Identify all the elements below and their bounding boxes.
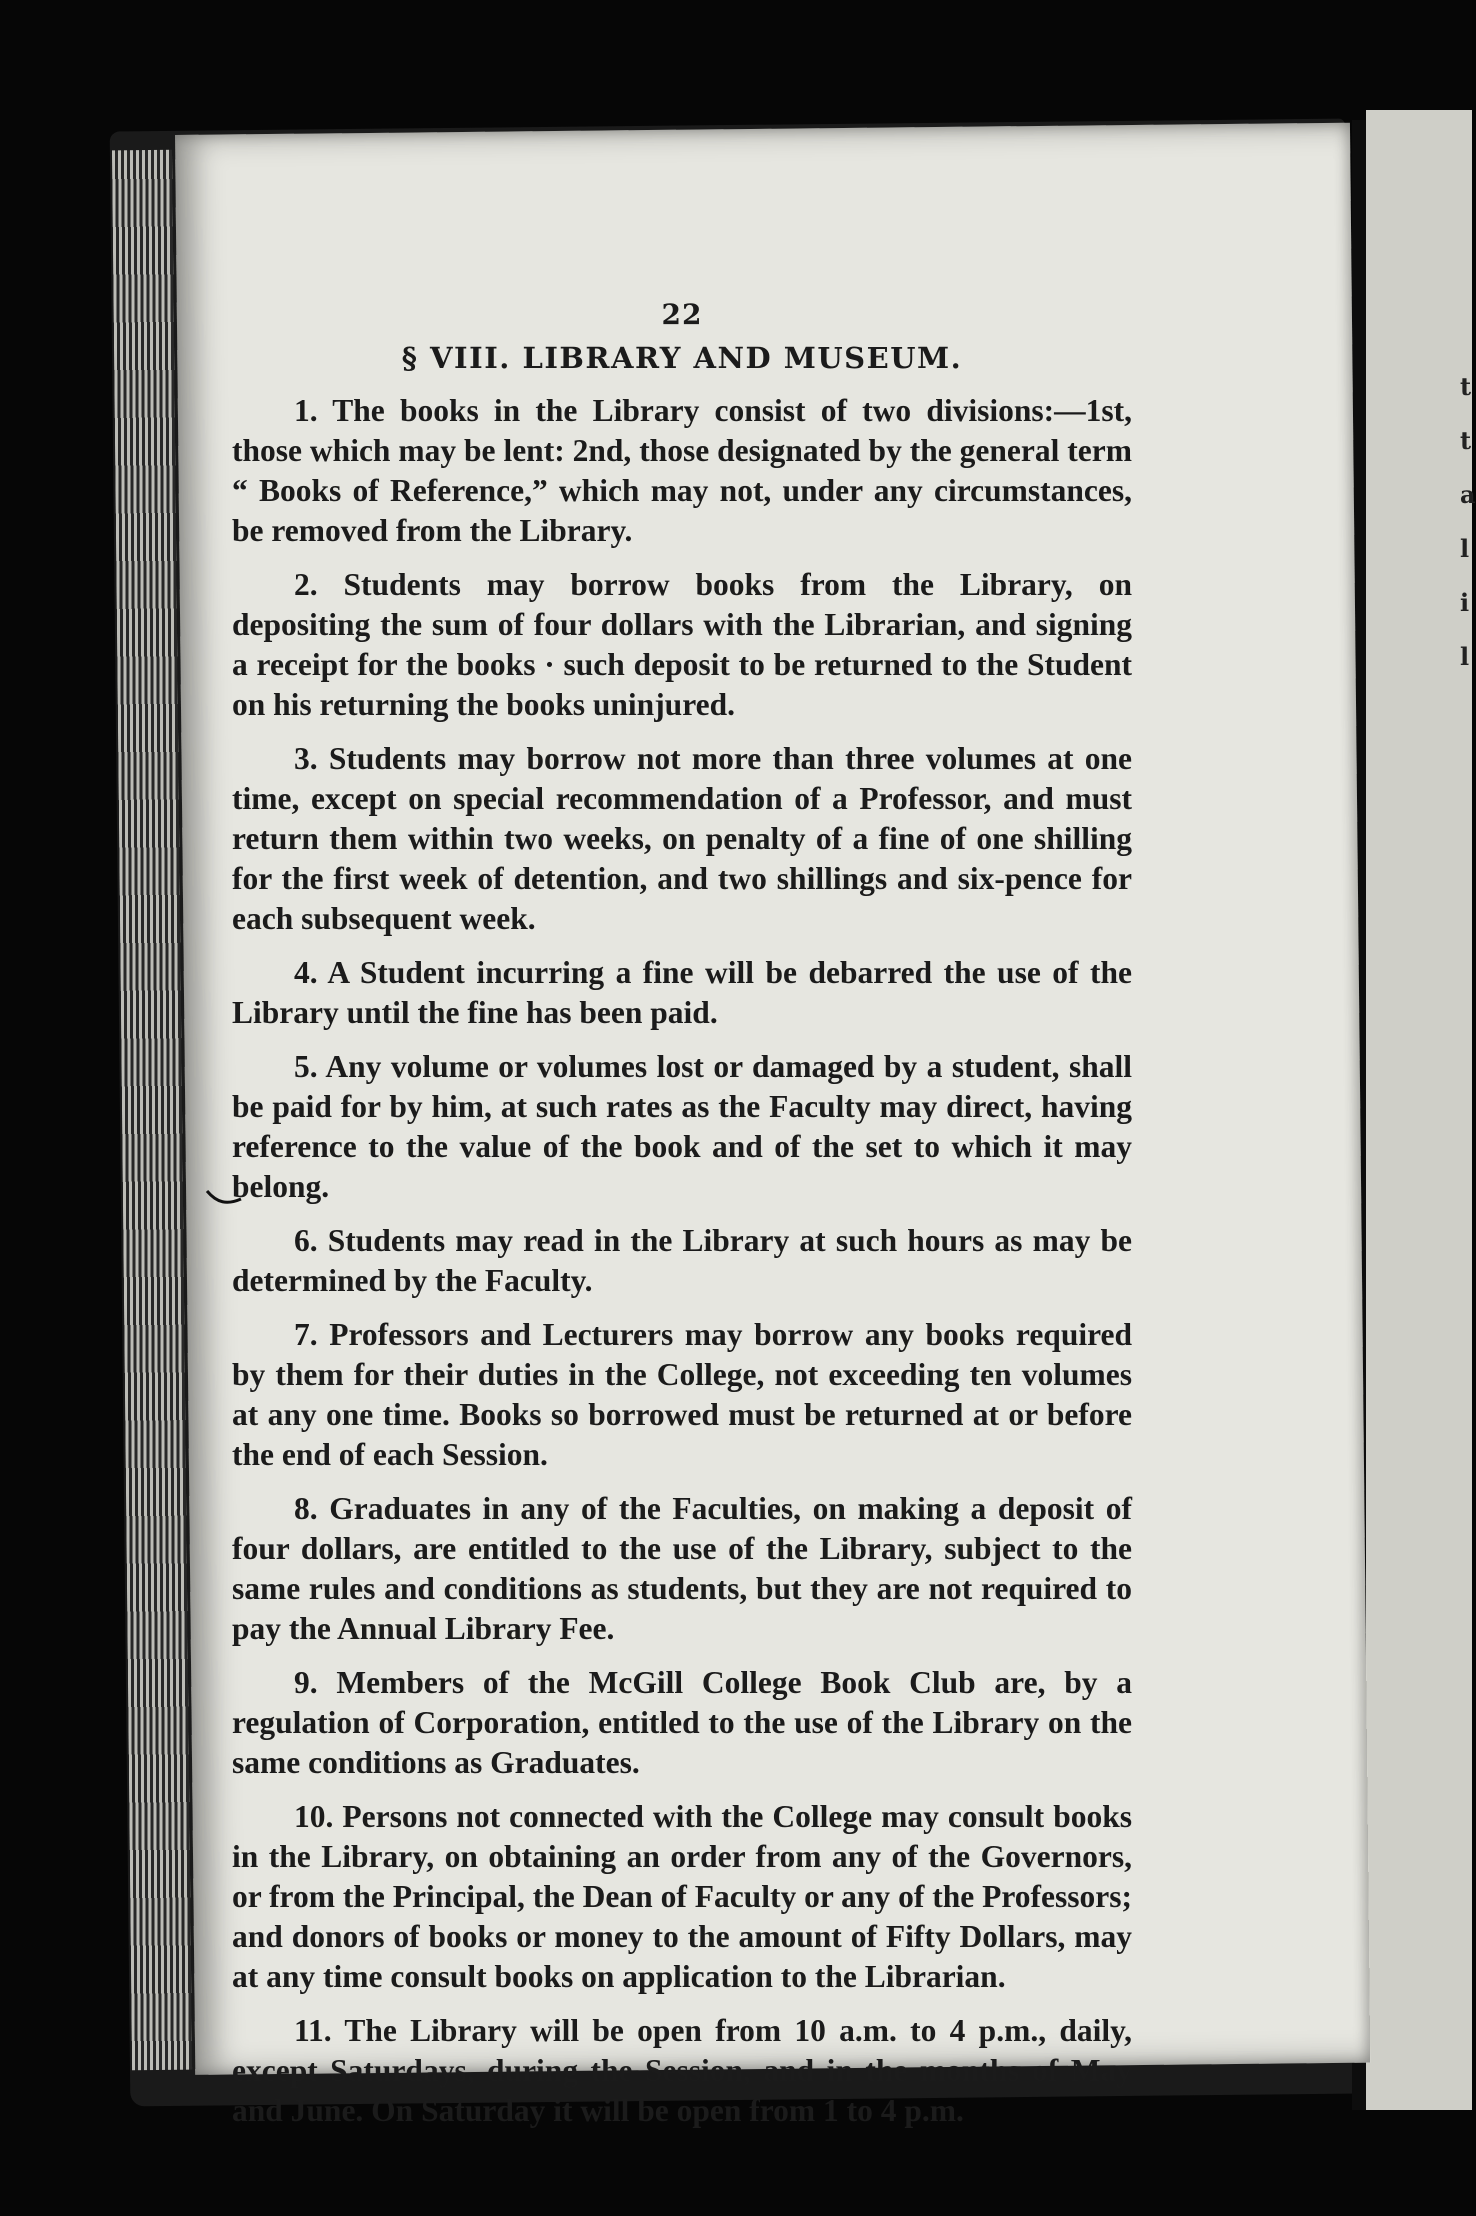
paragraph-8: 8. Graduates in any of the Faculties, on making a deposit of four dollars, are entitled to the use of the Library, subject to the same rules and conditions as students, but they are not required to pay the Annual Library Fee.: [232, 1491, 1132, 1646]
paragraph-9: 9. Members of the McGill College Book Club are, by a regulation of Corporation, entitled to the use of the Library on the same conditions as Graduates.: [232, 1665, 1132, 1780]
page-number: 22: [661, 298, 703, 331]
paragraph-1: 1. The books in the Library consist of two divisions:—1st, those which may be lent: 2nd, those designated by the general term “ Books of Reference,” which may not, under any circumstances, be removed from the Library.: [232, 393, 1132, 548]
facing-letter: l: [1460, 642, 1470, 671]
paragraph-10: 10. Persons not connected with the College may consult books in the Library, on obtaining an order from any of the Governors, or from the Principal, the Dean of Faculty or any of the Professors; and donors of books or money to the amount of Fifty Dollars, may at any time consult books on application to the Librarian.: [232, 1799, 1132, 1994]
facing-letter: t: [1460, 426, 1472, 455]
margin-mark: [205, 1185, 245, 1215]
paragraph-5: 5. Any volume or volumes lost or damaged by a student, shall be paid for by him, at such rates as the Faculty may direct, having reference to the value of the book and of the set to which it may belong.: [232, 1049, 1132, 1204]
paragraph-11: 11. The Library will be open from 10 a.m. to 4 p.m., daily, except Saturdays, during the Session, and in the months of May and June. On Saturday it will be open from 1 to 4 p.m.: [232, 2013, 1132, 2128]
paragraph-6: 6. Students may read in the Library at such hours as may be determined by the Faculty.: [232, 1223, 1132, 1298]
section-title: § VIII. LIBRARY AND MUSEUM.: [401, 341, 963, 375]
page-text: [232, 178, 1132, 2145]
facing-page: [1366, 110, 1476, 2110]
paragraph-7: 7. Professors and Lecturers may borrow any books required by them for their duties in the College, not exceeding ten volumes at any one time. Books so borrowed must be returned at or before the end of each Session.: [232, 1317, 1132, 1472]
paragraph-2: 2. Students may borrow books from the Library, on depositing the sum of four dollars with the Librarian, and signing a receipt for the books · such deposit to be returned to the Student on his returning the books uninjured.: [232, 567, 1132, 722]
facing-letter: l: [1460, 534, 1470, 563]
paragraph-3: 3. Students may borrow not more than three volumes at one time, except on special recommendation of a Professor, and must return them within two weeks, on penalty of a fine of one shilling for the first week of detention, and two shillings and six-pence for each subsequent week.: [232, 741, 1132, 936]
facing-page-letters: [1460, 360, 1476, 684]
facing-letter: t: [1460, 372, 1472, 401]
facing-letter: i: [1460, 588, 1470, 617]
paragraph-4: 4. A Student incurring a fine will be debarred the use of the Library until the fine has been paid.: [232, 955, 1132, 1030]
facing-letter: a: [1460, 480, 1476, 509]
